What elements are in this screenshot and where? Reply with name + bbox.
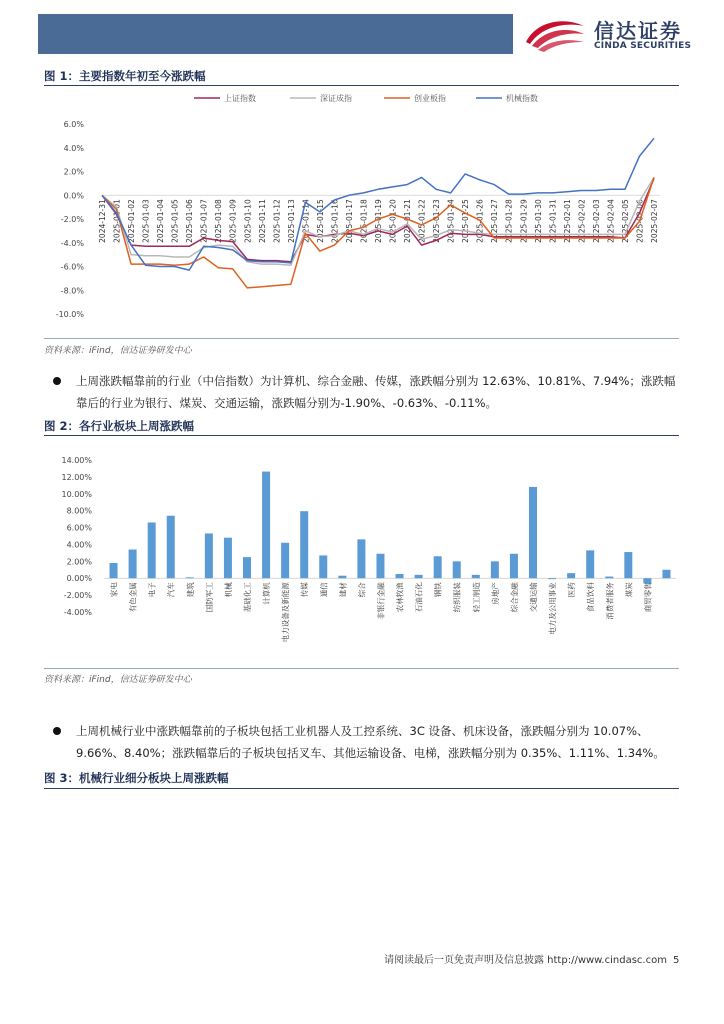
- bar: [338, 576, 346, 579]
- figure3-top-rule: [44, 788, 679, 789]
- bar: [529, 487, 537, 578]
- page-number: 5: [672, 955, 680, 966]
- y-tick-label: -6.0%: [60, 262, 84, 272]
- x-category-label: 轻工制造: [471, 582, 481, 613]
- x-tick-label: 2025-01-24: [446, 199, 456, 243]
- x-tick-label: 2025-02-04: [606, 199, 616, 243]
- logo-chinese-name: 信达证券: [594, 19, 682, 43]
- x-category-label: 综合: [357, 582, 367, 598]
- x-category-label: 传媒: [300, 582, 310, 598]
- figure2-bar-chart: [44, 440, 684, 668]
- bar: [586, 550, 594, 578]
- x-tick-label: 2025-01-29: [519, 199, 529, 243]
- x-category-label: 有色金属: [128, 582, 138, 613]
- x-tick-label: 2025-01-22: [417, 199, 427, 243]
- bar: [453, 561, 461, 578]
- bar: [167, 516, 175, 578]
- x-category-label: 基础化工: [243, 582, 252, 613]
- y-tick-label: 8.00%: [66, 506, 92, 516]
- figure3-title: 图 3：机械行业细分板块上周涨跌幅: [44, 771, 229, 785]
- y-tick-label: 4.0%: [63, 143, 84, 153]
- x-tick-label: 2025-02-07: [650, 199, 659, 243]
- x-tick-label: 2025-01-13: [286, 199, 296, 243]
- x-tick-label: 2025-02-02: [577, 199, 587, 243]
- x-tick-label: 2025-01-21: [403, 199, 413, 243]
- bar: [624, 552, 632, 578]
- bullet-dot: [53, 727, 61, 735]
- y-tick-label: 0.00%: [66, 574, 92, 584]
- bar: [243, 557, 251, 578]
- y-tick-label: -4.0%: [60, 238, 84, 248]
- y-tick-label: 6.0%: [63, 120, 84, 129]
- x-category-label: 钢铁: [433, 582, 443, 598]
- x-category-label: 电子: [147, 582, 157, 598]
- x-category-label: 房地产: [490, 582, 500, 605]
- bar: [510, 554, 518, 578]
- logo-swoosh-icon: [522, 14, 588, 54]
- paragraph-2: 上周机械行业中涨跌幅靠前的子板块包括工业机器人及工控系统、3C 设备、机床设备，涨跌幅分别为 10.07%、9.66%、8.40%；涨跌幅靠后的子板块包括叉车、其他运输设备、电梯，涨跌幅分别为 0.35%、1.11%、1.34%。: [76, 724, 665, 760]
- x-category-label: 农林牧渔: [395, 582, 405, 613]
- x-category-label: 机械: [223, 582, 233, 598]
- x-category-label: 综合金融: [509, 582, 519, 613]
- y-tick-label: -2.00%: [63, 591, 92, 601]
- bar: [186, 577, 194, 578]
- x-category-label: 电力设备及新能源: [281, 582, 291, 643]
- page-footer: [384, 951, 679, 966]
- bar: [491, 561, 499, 578]
- x-category-label: 通信: [319, 582, 329, 598]
- bar: [148, 522, 156, 578]
- x-tick-label: 2025-01-14: [301, 199, 311, 243]
- x-tick-label: 2025-01-23: [432, 199, 442, 243]
- x-tick-label: 2024-12-31: [98, 199, 107, 243]
- figure2-top-rule: [44, 435, 679, 436]
- y-tick-label: -4.00%: [63, 608, 92, 617]
- legend-label: 创业板指: [414, 94, 446, 103]
- bar: [605, 577, 613, 579]
- legend-label: 机械指数: [506, 94, 538, 103]
- bar: [205, 533, 213, 578]
- x-tick-label: 2025-01-17: [344, 199, 354, 243]
- x-tick-label: 2025-01-05: [170, 199, 180, 243]
- y-tick-label: 2.00%: [66, 557, 92, 567]
- logo-english-name: CINDA SECURITIES: [594, 41, 692, 51]
- y-tick-label: -10.0%: [55, 310, 84, 319]
- brand-logo: [522, 14, 702, 54]
- x-tick-label: 2025-01-04: [156, 199, 166, 243]
- x-tick-label: 2025-01-26: [475, 199, 485, 243]
- x-tick-label: 2025-01-06: [185, 199, 195, 243]
- x-tick-label: 2025-01-20: [388, 199, 398, 243]
- y-tick-label: -2.0%: [60, 215, 84, 224]
- x-tick-label: 2025-02-05: [620, 199, 630, 243]
- x-category-label: 汽车: [166, 582, 176, 598]
- x-category-label: 交通运输: [529, 582, 538, 613]
- x-tick-label: 2025-01-11: [257, 199, 267, 243]
- figure1-bottom-rule: [44, 338, 679, 339]
- x-category-label: 商贸零售: [643, 582, 653, 613]
- x-tick-label: 2025-01-16: [330, 199, 340, 243]
- x-tick-label: 2025-01-02: [127, 199, 137, 243]
- figure1-source: 资料来源：iFind，信达证券研发中心: [44, 346, 192, 356]
- bar: [376, 554, 384, 578]
- bar: [319, 555, 327, 578]
- legend-label: 深证成指: [320, 94, 352, 103]
- footer-disclaimer: 请阅读最后一页免责声明及信息披露 http://www.cindasc.com: [384, 955, 667, 966]
- x-tick-label: 2025-01-08: [214, 199, 224, 243]
- bar: [129, 550, 137, 579]
- x-category-label: 计算机: [262, 582, 272, 605]
- x-category-label: 纺织服装: [452, 582, 462, 613]
- bar: [357, 539, 365, 578]
- bar: [224, 538, 232, 579]
- figure1-title: 图 1：主要指数年初至今涨跌幅: [44, 69, 206, 83]
- bar: [262, 472, 270, 579]
- x-category-label: 石油石化: [414, 582, 424, 613]
- x-tick-label: 2025-01-15: [315, 199, 325, 243]
- x-tick-label: 2025-01-09: [228, 199, 238, 243]
- paragraph-1: 上周涨跌幅靠前的行业（中信指数）为计算机、综合金融、传媒，涨跌幅分别为 12.63%、10.81%、7.94%；涨跌幅靠后的行业为银行、煤炭、交通运输，涨跌幅分别为-1.90%、-0.63%、-0.11%。: [76, 374, 676, 410]
- x-tick-label: 2025-01-03: [141, 199, 151, 243]
- x-tick-label: 2025-01-10: [243, 199, 253, 243]
- y-tick-label: 12.00%: [61, 472, 92, 482]
- y-tick-label: 0.0%: [63, 191, 84, 201]
- figure2-bottom-rule: [44, 668, 679, 669]
- x-tick-label: 2025-01-27: [490, 199, 500, 243]
- x-category-label: 消费者服务: [605, 582, 615, 620]
- y-tick-label: 10.00%: [61, 489, 92, 499]
- x-tick-label: 2025-01-28: [504, 199, 514, 243]
- bar: [281, 543, 289, 578]
- x-category-label: 食品饮料: [586, 582, 596, 613]
- x-tick-label: 2025-01-12: [272, 199, 282, 243]
- bar: [110, 563, 118, 578]
- figure2-source: 资料来源：iFind，信达证券研发中心: [44, 675, 192, 685]
- bar: [567, 573, 575, 578]
- x-category-label: 非银行金融: [376, 582, 386, 620]
- bar: [662, 570, 670, 578]
- figure2-title: 图 2：各行业板块上周涨跌幅: [44, 419, 195, 433]
- bar: [434, 556, 442, 578]
- x-tick-label: 2025-01-30: [533, 199, 543, 243]
- header-bar: [38, 14, 513, 54]
- x-category-label: 建材: [338, 582, 348, 598]
- figure1-top-rule: [44, 85, 679, 86]
- bar: [548, 578, 556, 579]
- x-category-label: 国防军工: [204, 582, 214, 613]
- bullet-dot: [53, 377, 61, 385]
- x-tick-label: 2025-01-07: [199, 199, 209, 243]
- x-tick-label: 2025-01-25: [461, 199, 471, 243]
- y-tick-label: 4.00%: [66, 540, 92, 550]
- x-tick-label: 2025-01-31: [548, 199, 558, 243]
- x-tick-label: 2025-02-01: [562, 199, 572, 243]
- bar: [396, 574, 404, 578]
- x-tick-label: 2025-01-01: [112, 199, 122, 243]
- y-tick-label: 14.00%: [61, 456, 92, 465]
- x-category-label: 电力及公用事业: [548, 582, 558, 635]
- y-tick-label: 2.0%: [63, 167, 84, 177]
- figure1-line-chart: [44, 88, 684, 336]
- y-tick-label: -8.0%: [60, 286, 84, 296]
- x-category-label: 家电: [109, 582, 119, 598]
- x-tick-label: 2025-01-19: [374, 199, 383, 243]
- x-category-label: 医药: [567, 582, 577, 598]
- x-category-label: 煤炭: [624, 582, 634, 598]
- x-tick-label: 2025-02-03: [591, 199, 601, 243]
- x-tick-label: 2025-01-18: [359, 199, 369, 243]
- bar: [415, 575, 423, 578]
- legend-label: 上证指数: [224, 94, 256, 103]
- bar: [472, 575, 480, 578]
- bar: [300, 511, 308, 578]
- x-tick-label: 2025-02-06: [635, 199, 645, 243]
- y-tick-label: 6.00%: [66, 523, 92, 533]
- x-category-label: 建筑: [185, 582, 195, 598]
